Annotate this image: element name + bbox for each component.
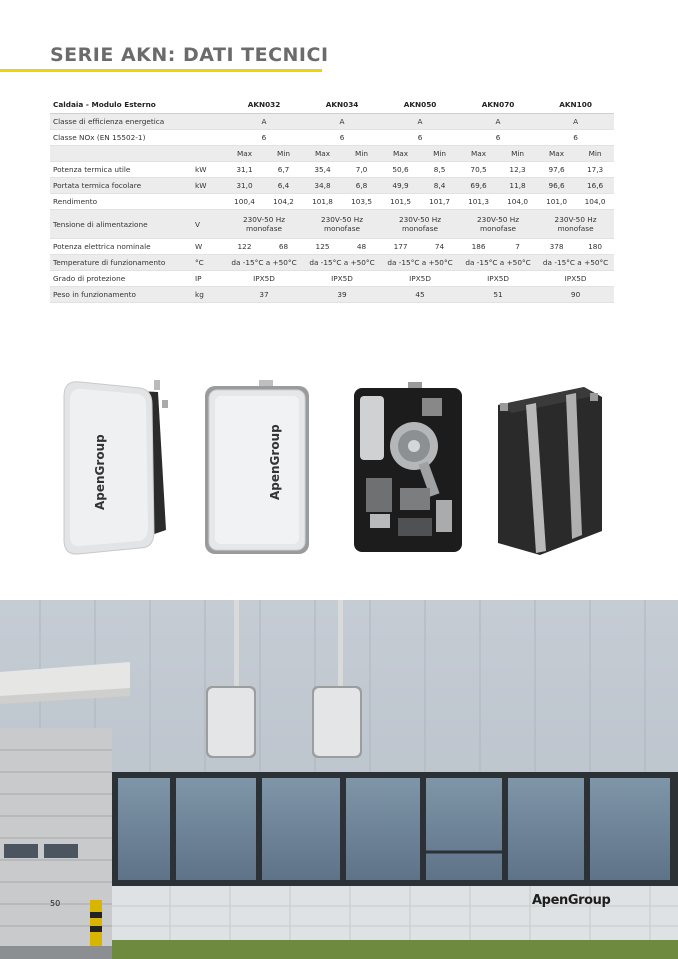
cell: 8,4 [420,178,459,194]
max-label: Max [225,146,264,162]
table-header-row [50,96,614,114]
table-row [50,178,614,194]
row-label: Tensione di alimentazione [50,210,193,239]
min-label: Min [342,146,381,162]
voltage-line2: monofase [402,224,439,233]
cell [381,210,459,239]
cell: da -15°C a +50°C [225,255,303,271]
product-brand-label: ApenGroup [268,424,282,500]
spec-table [50,96,614,303]
voltage-line1: 230V-50 Hz [399,215,442,224]
cell: IPX5D [253,274,275,283]
row-label: Peso in funzionamento [50,287,193,303]
table-row [50,194,614,210]
product-brand-label: ApenGroup [93,434,107,510]
table-row [50,210,614,239]
row-label: Temperature di funzionamento [50,255,193,271]
max-label: Max [381,146,420,162]
cell: 101,8 [312,197,333,206]
voltage-line1: 230V-50 Hz [554,215,597,224]
cell: 50,6 [392,165,409,174]
cell: da -15°C a +50°C [381,255,459,271]
cell: 180 [588,242,603,251]
cell: 70,5 [470,165,487,174]
cell: 11,8 [498,178,537,194]
cell: 100,4 [234,197,255,206]
cell: 6 [573,133,578,142]
cell: 6 [495,133,501,142]
cell: 104,0 [584,197,606,206]
cell: 12,3 [509,165,526,174]
cell: 122 [237,242,252,251]
unit: V [193,210,225,239]
cell: 8,5 [433,165,446,174]
cell: 68 [278,242,289,251]
cell: 74 [434,242,445,251]
cell: 96,6 [537,178,576,194]
table-row-maxmin [50,146,614,162]
cell: 103,5 [351,197,372,206]
unit: kW [195,165,207,174]
unit: W [195,242,203,251]
cell: 31,0 [225,178,264,194]
min-label: Min [264,146,303,162]
cell: 6 [417,133,423,142]
table-row [50,130,614,146]
cell: 6,4 [264,178,303,194]
product-image-front [203,380,311,556]
cell: 48 [356,242,367,251]
product-image-front-angle [58,370,170,555]
model-header: AKN070 [459,96,537,114]
cell: IPX5D [409,274,431,283]
model-header: AKN034 [303,96,381,114]
cell: 34,8 [303,178,342,194]
row-label: Portata termica focolare [50,178,193,194]
row-label: Classe NOx (EN 15502-1) [53,133,146,142]
row-label: Classe di efficienza energetica [50,114,193,130]
cell: 69,6 [459,178,498,194]
table-row [50,271,614,287]
min-label: Min [576,146,614,162]
title-underline [0,69,322,72]
voltage-line2: monofase [324,224,361,233]
cell: da -15°C a +50°C [303,255,381,271]
min-label: Min [420,146,459,162]
cell: 31,1 [236,165,253,174]
cell: 104,2 [273,197,294,206]
cell [537,210,614,239]
model-header: AKN050 [381,96,459,114]
table-row [50,162,614,178]
row-label: Potenza elettrica nominale [53,242,151,251]
model-header: AKN032 [225,96,303,114]
table-header-label: Caldaia - Modulo Esterno [50,96,193,114]
cell: 6,7 [277,165,290,174]
cell: A [381,114,459,130]
cell: A [537,114,614,130]
cell: IPX5D [564,274,587,283]
cell: A [303,114,381,130]
unit: IP [195,274,202,283]
cell: A [459,114,537,130]
unit: kg [193,287,225,303]
min-label: Min [498,146,537,162]
cell: 101,3 [468,197,489,206]
unit [193,194,225,210]
cell: 101,7 [429,197,450,206]
cell: 7 [515,242,520,251]
cell: 6 [339,133,345,142]
model-header: AKN100 [537,96,614,114]
cell: 39 [303,287,381,303]
cell: 35,4 [314,165,331,174]
max-label: Max [303,146,342,162]
unit: kW [193,178,225,194]
cell: 51 [459,287,537,303]
cell [225,210,303,239]
page-number: 50 [50,899,61,908]
cell: 45 [381,287,459,303]
row-label: Grado di protezione [53,274,126,283]
cell: 17,3 [586,165,604,174]
page-title: SERIE AKN: DATI TECNICI [50,44,329,66]
cell: 16,6 [576,178,614,194]
cell: da -15°C a +50°C [459,255,537,271]
cell: 101,5 [390,197,411,206]
voltage-line2: monofase [246,224,282,233]
cell: 101,0 [546,197,567,206]
voltage-line2: monofase [480,224,517,233]
table-row [50,287,614,303]
cell: 104,0 [507,197,528,206]
table-row [50,114,614,130]
cell [303,210,381,239]
cell: 90 [537,287,614,303]
voltage-line1: 230V-50 Hz [321,215,364,224]
voltage-line1: 230V-50 Hz [477,215,520,224]
cell: 49,9 [381,178,420,194]
max-label: Max [459,146,498,162]
table-row [50,239,614,255]
cell: IPX5D [331,274,353,283]
table-row [50,255,614,271]
cell: 125 [315,242,330,251]
product-image-interior [352,382,464,554]
cell: 7,0 [355,165,368,174]
footer-logo: ApenGroup [532,893,611,908]
cell: IPX5D [487,274,509,283]
product-image-rear [494,383,606,555]
cell [459,210,537,239]
cell: 97,6 [548,165,565,174]
cell: da -15°C a +50°C [537,255,614,271]
voltage-line2: monofase [557,224,594,233]
cell: 186 [471,242,486,251]
cell: 177 [393,242,408,251]
cell: 6 [261,133,267,142]
max-label: Max [537,146,576,162]
cell: 37 [225,287,303,303]
cell: 6,8 [342,178,381,194]
row-label: Rendimento [53,197,98,206]
row-label: Potenza termica utile [53,165,131,174]
voltage-line1: 230V-50 Hz [242,215,286,224]
cell: A [225,114,303,130]
cell: 378 [549,242,564,251]
unit: °C [193,255,225,271]
